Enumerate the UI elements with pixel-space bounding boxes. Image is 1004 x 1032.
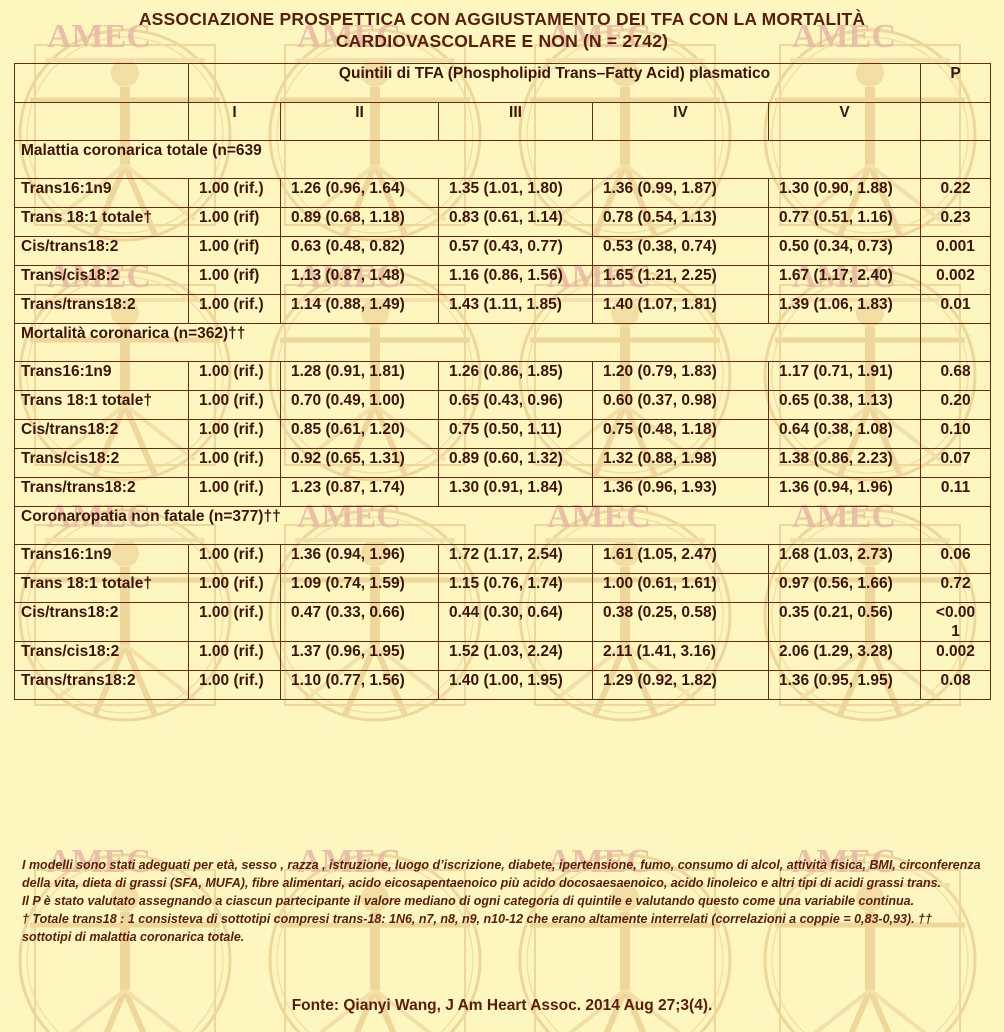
header-empty-cell [921,103,991,141]
p-value-cell: 0.22 [921,179,991,208]
hazard-ratio-cell: 1.28 (0.91, 1.81) [281,362,439,391]
row-label: Trans16:1n9 [15,362,189,391]
header-row-2 [15,103,991,141]
quintile-header: III [439,103,593,141]
p-value-cell: 0.01 [921,295,991,324]
quintile-header: IV [593,103,769,141]
hazard-ratio-cell: 1.65 (1.21, 2.25) [593,266,769,295]
hazard-ratio-cell: 0.63 (0.48, 0.82) [281,237,439,266]
table-row [15,671,991,700]
hazard-ratio-cell: 1.00 (rif.) [189,449,281,478]
table-row [15,574,991,603]
row-label: Trans16:1n9 [15,545,189,574]
hazard-ratio-cell: 0.92 (0.65, 1.31) [281,449,439,478]
section-row [15,324,991,362]
table-row [15,179,991,208]
hazard-ratio-cell: 1.36 (0.94, 1.96) [769,478,921,507]
table-row [15,237,991,266]
quintile-header: V [769,103,921,141]
quintile-header: II [281,103,439,141]
row-label: Cis/trans18:2 [15,603,189,642]
table-row [15,603,991,642]
p-value-cell: 0.002 [921,266,991,295]
hazard-ratio-cell: 1.30 (0.90, 1.88) [769,179,921,208]
hazard-ratio-cell: 1.35 (1.01, 1.80) [439,179,593,208]
hazard-ratio-cell: 0.77 (0.51, 1.16) [769,208,921,237]
hazard-ratio-cell: 1.68 (1.03, 2.73) [769,545,921,574]
hazard-ratio-cell: 1.36 (0.96, 1.93) [593,478,769,507]
hazard-ratio-cell: 1.00 (rif.) [189,545,281,574]
p-value-cell: 0.11 [921,478,991,507]
hazard-ratio-cell: 1.39 (1.06, 1.83) [769,295,921,324]
hazard-ratio-cell: 0.83 (0.61, 1.14) [439,208,593,237]
title-line-1: ASSOCIAZIONE PROSPETTICA CON AGGIUSTAMENTO DEI TFA CON LA MORTALITÀ [138,9,866,29]
hazard-ratio-cell: 1.10 (0.77, 1.56) [281,671,439,700]
hazard-ratio-cell: 1.00 (rif.) [189,362,281,391]
hazard-ratio-cell: 1.00 (0.61, 1.61) [593,574,769,603]
table-row [15,545,991,574]
row-label: Trans/cis18:2 [15,266,189,295]
p-value-cell: 0.07 [921,449,991,478]
hazard-ratio-cell: 0.89 (0.68, 1.18) [281,208,439,237]
hazard-ratio-cell: 1.26 (0.86, 1.85) [439,362,593,391]
table-row [15,362,991,391]
row-label: Cis/trans18:2 [15,420,189,449]
hazard-ratio-cell: 1.61 (1.05, 2.47) [593,545,769,574]
hazard-ratio-cell: 0.38 (0.25, 0.58) [593,603,769,642]
p-value-cell: 0.10 [921,420,991,449]
hazard-ratio-cell: 1.26 (0.96, 1.64) [281,179,439,208]
hazard-ratio-cell: 2.06 (1.29, 3.28) [769,642,921,671]
section-p-empty [921,507,991,545]
hazard-ratio-cell: 1.32 (0.88, 1.98) [593,449,769,478]
hazard-ratio-cell: 1.00 (rif.) [189,574,281,603]
hazard-ratio-cell: 1.43 (1.11, 1.85) [439,295,593,324]
hazard-ratio-cell: 1.15 (0.76, 1.74) [439,574,593,603]
table-row [15,420,991,449]
hazard-ratio-cell: 0.65 (0.38, 1.13) [769,391,921,420]
section-row [15,141,991,179]
hazard-ratio-cell: 1.36 (0.94, 1.96) [281,545,439,574]
hazard-ratio-cell: 0.64 (0.38, 1.08) [769,420,921,449]
row-label: Trans16:1n9 [15,179,189,208]
row-label: Trans/trans18:2 [15,671,189,700]
tfa-table [14,63,991,700]
p-header: P [921,64,991,103]
hazard-ratio-cell: 1.00 (rif.) [189,478,281,507]
hazard-ratio-cell: 0.97 (0.56, 1.66) [769,574,921,603]
hazard-ratio-cell: 1.52 (1.03, 2.24) [439,642,593,671]
p-value-cell: 0.001 [921,237,991,266]
hazard-ratio-cell: 1.23 (0.87, 1.74) [281,478,439,507]
table-row [15,642,991,671]
slide-title [0,0,1004,52]
footnote: I modelli sono stati adeguati per età, sesso , razza , istruzione, luogo d’iscrizione, diabete, ipertensione, fumo, consumo di alcol, attività fisica, BMI, circonferenza della vita, dieta di grassi (SFA, MUFA), fibre alimentari, acido eicosapentaenoico più acido docosaesaenoico, acido linoleico e altri tipi di acidi grassi trans. [22,858,981,890]
table-row [15,478,991,507]
row-label: Trans/trans18:2 [15,295,189,324]
footnote: Il P è stato valutato assegnando a ciascun partecipante il valore mediano di ogni categoria di quintile e valutando questo come una variabile continua. [22,894,915,908]
p-value-cell: 0.08 [921,671,991,700]
hazard-ratio-cell: 1.00 (rif) [189,266,281,295]
section-row [15,507,991,545]
p-value-cell: 0.72 [921,574,991,603]
hazard-ratio-cell: 1.67 (1.17, 2.40) [769,266,921,295]
table-row [15,208,991,237]
p-value-line: <0.00 [935,604,976,621]
hazard-ratio-cell: 1.13 (0.87, 1.48) [281,266,439,295]
row-label: Trans 18:1 totale† [15,574,189,603]
section-title: Coronaropatia non fatale (n=377)†† [15,507,921,545]
quintiles-group-header: Quintili di TFA (Phospholipid Trans–Fatty Acid) plasmatico [189,64,921,103]
row-label: Trans 18:1 totale† [15,391,189,420]
hazard-ratio-cell: 0.75 (0.48, 1.18) [593,420,769,449]
hazard-ratio-cell: 1.72 (1.17, 2.54) [439,545,593,574]
footnote: † Totale trans18 : 1 consisteva di sottotipi compresi trans-18: 1N6, n7, n8, n9, n10-12 che erano altamente interrelati (correlazioni a coppie = 0,83-0,93). †† sottotipi di malattia coronarica totale. [22,912,932,944]
hazard-ratio-cell: 0.89 (0.60, 1.32) [439,449,593,478]
hazard-ratio-cell: 1.29 (0.92, 1.82) [593,671,769,700]
hazard-ratio-cell: 1.00 (rif.) [189,179,281,208]
hazard-ratio-cell: 1.00 (rif.) [189,295,281,324]
hazard-ratio-cell: 1.00 (rif.) [189,420,281,449]
hazard-ratio-cell: 1.00 (rif.) [189,671,281,700]
p-value-cell: 0.002 [921,642,991,671]
hazard-ratio-cell: 1.00 (rif) [189,208,281,237]
hazard-ratio-cell: 1.20 (0.79, 1.83) [593,362,769,391]
hazard-ratio-cell: 1.36 (0.95, 1.95) [769,671,921,700]
hazard-ratio-cell: 1.16 (0.86, 1.56) [439,266,593,295]
header-empty-cell [15,103,189,141]
row-label: Trans/cis18:2 [15,642,189,671]
hazard-ratio-cell: 0.60 (0.37, 0.98) [593,391,769,420]
table-row [15,391,991,420]
source-citation: Fonte: Qianyi Wang, J Am Heart Assoc. 2014 Aug 27;3(4). [291,997,713,1014]
hazard-ratio-cell: 1.00 (rif.) [189,603,281,642]
p-value-cell: 0.68 [921,362,991,391]
section-p-empty [921,141,991,179]
p-value-cell: 0.20 [921,391,991,420]
hazard-ratio-cell: 0.75 (0.50, 1.11) [439,420,593,449]
row-label: Trans/cis18:2 [15,449,189,478]
section-title: Mortalità coronarica (n=362)†† [15,324,921,362]
hazard-ratio-cell: 1.09 (0.74, 1.59) [281,574,439,603]
header-empty-cell [15,64,189,103]
hazard-ratio-cell: 1.37 (0.96, 1.95) [281,642,439,671]
table-row [15,266,991,295]
p-value-line: 1 [951,623,960,640]
hazard-ratio-cell: 1.36 (0.99, 1.87) [593,179,769,208]
table-row [15,295,991,324]
section-title: Malattia coronarica totale (n=639 [15,141,921,179]
hazard-ratio-cell: 1.00 (rif.) [189,391,281,420]
hazard-ratio-cell: 1.40 (1.07, 1.81) [593,295,769,324]
table-row [15,449,991,478]
section-p-empty [921,324,991,362]
p-value-cell: 0.23 [921,208,991,237]
p-value-cell: 0.06 [921,545,991,574]
hazard-ratio-cell: 0.53 (0.38, 0.74) [593,237,769,266]
hazard-ratio-cell: 2.11 (1.41, 3.16) [593,642,769,671]
hazard-ratio-cell: 0.35 (0.21, 0.56) [769,603,921,642]
footnotes [22,856,982,946]
hazard-ratio-cell: 1.00 (rif) [189,237,281,266]
hazard-ratio-cell: 1.40 (1.00, 1.95) [439,671,593,700]
hazard-ratio-cell: 0.57 (0.43, 0.77) [439,237,593,266]
hazard-ratio-cell: 1.17 (0.71, 1.91) [769,362,921,391]
title-line-2: CARDIOVASCOLARE E NON (N = 2742) [335,31,669,51]
hazard-ratio-cell: 0.85 (0.61, 1.20) [281,420,439,449]
hazard-ratio-cell: 0.47 (0.33, 0.66) [281,603,439,642]
quintile-header: I [189,103,281,141]
hazard-ratio-cell: 1.30 (0.91, 1.84) [439,478,593,507]
row-label: Cis/trans18:2 [15,237,189,266]
header-row-1 [15,64,991,103]
hazard-ratio-cell: 0.50 (0.34, 0.73) [769,237,921,266]
hazard-ratio-cell: 0.44 (0.30, 0.64) [439,603,593,642]
hazard-ratio-cell: 1.14 (0.88, 1.49) [281,295,439,324]
row-label: Trans/trans18:2 [15,478,189,507]
hazard-ratio-cell: 0.70 (0.49, 1.00) [281,391,439,420]
hazard-ratio-cell: 0.78 (0.54, 1.13) [593,208,769,237]
hazard-ratio-cell: 1.38 (0.86, 2.23) [769,449,921,478]
p-value-cell [921,603,991,642]
hazard-ratio-cell: 1.00 (rif.) [189,642,281,671]
hazard-ratio-cell: 0.65 (0.43, 0.96) [439,391,593,420]
row-label: Trans 18:1 totale† [15,208,189,237]
